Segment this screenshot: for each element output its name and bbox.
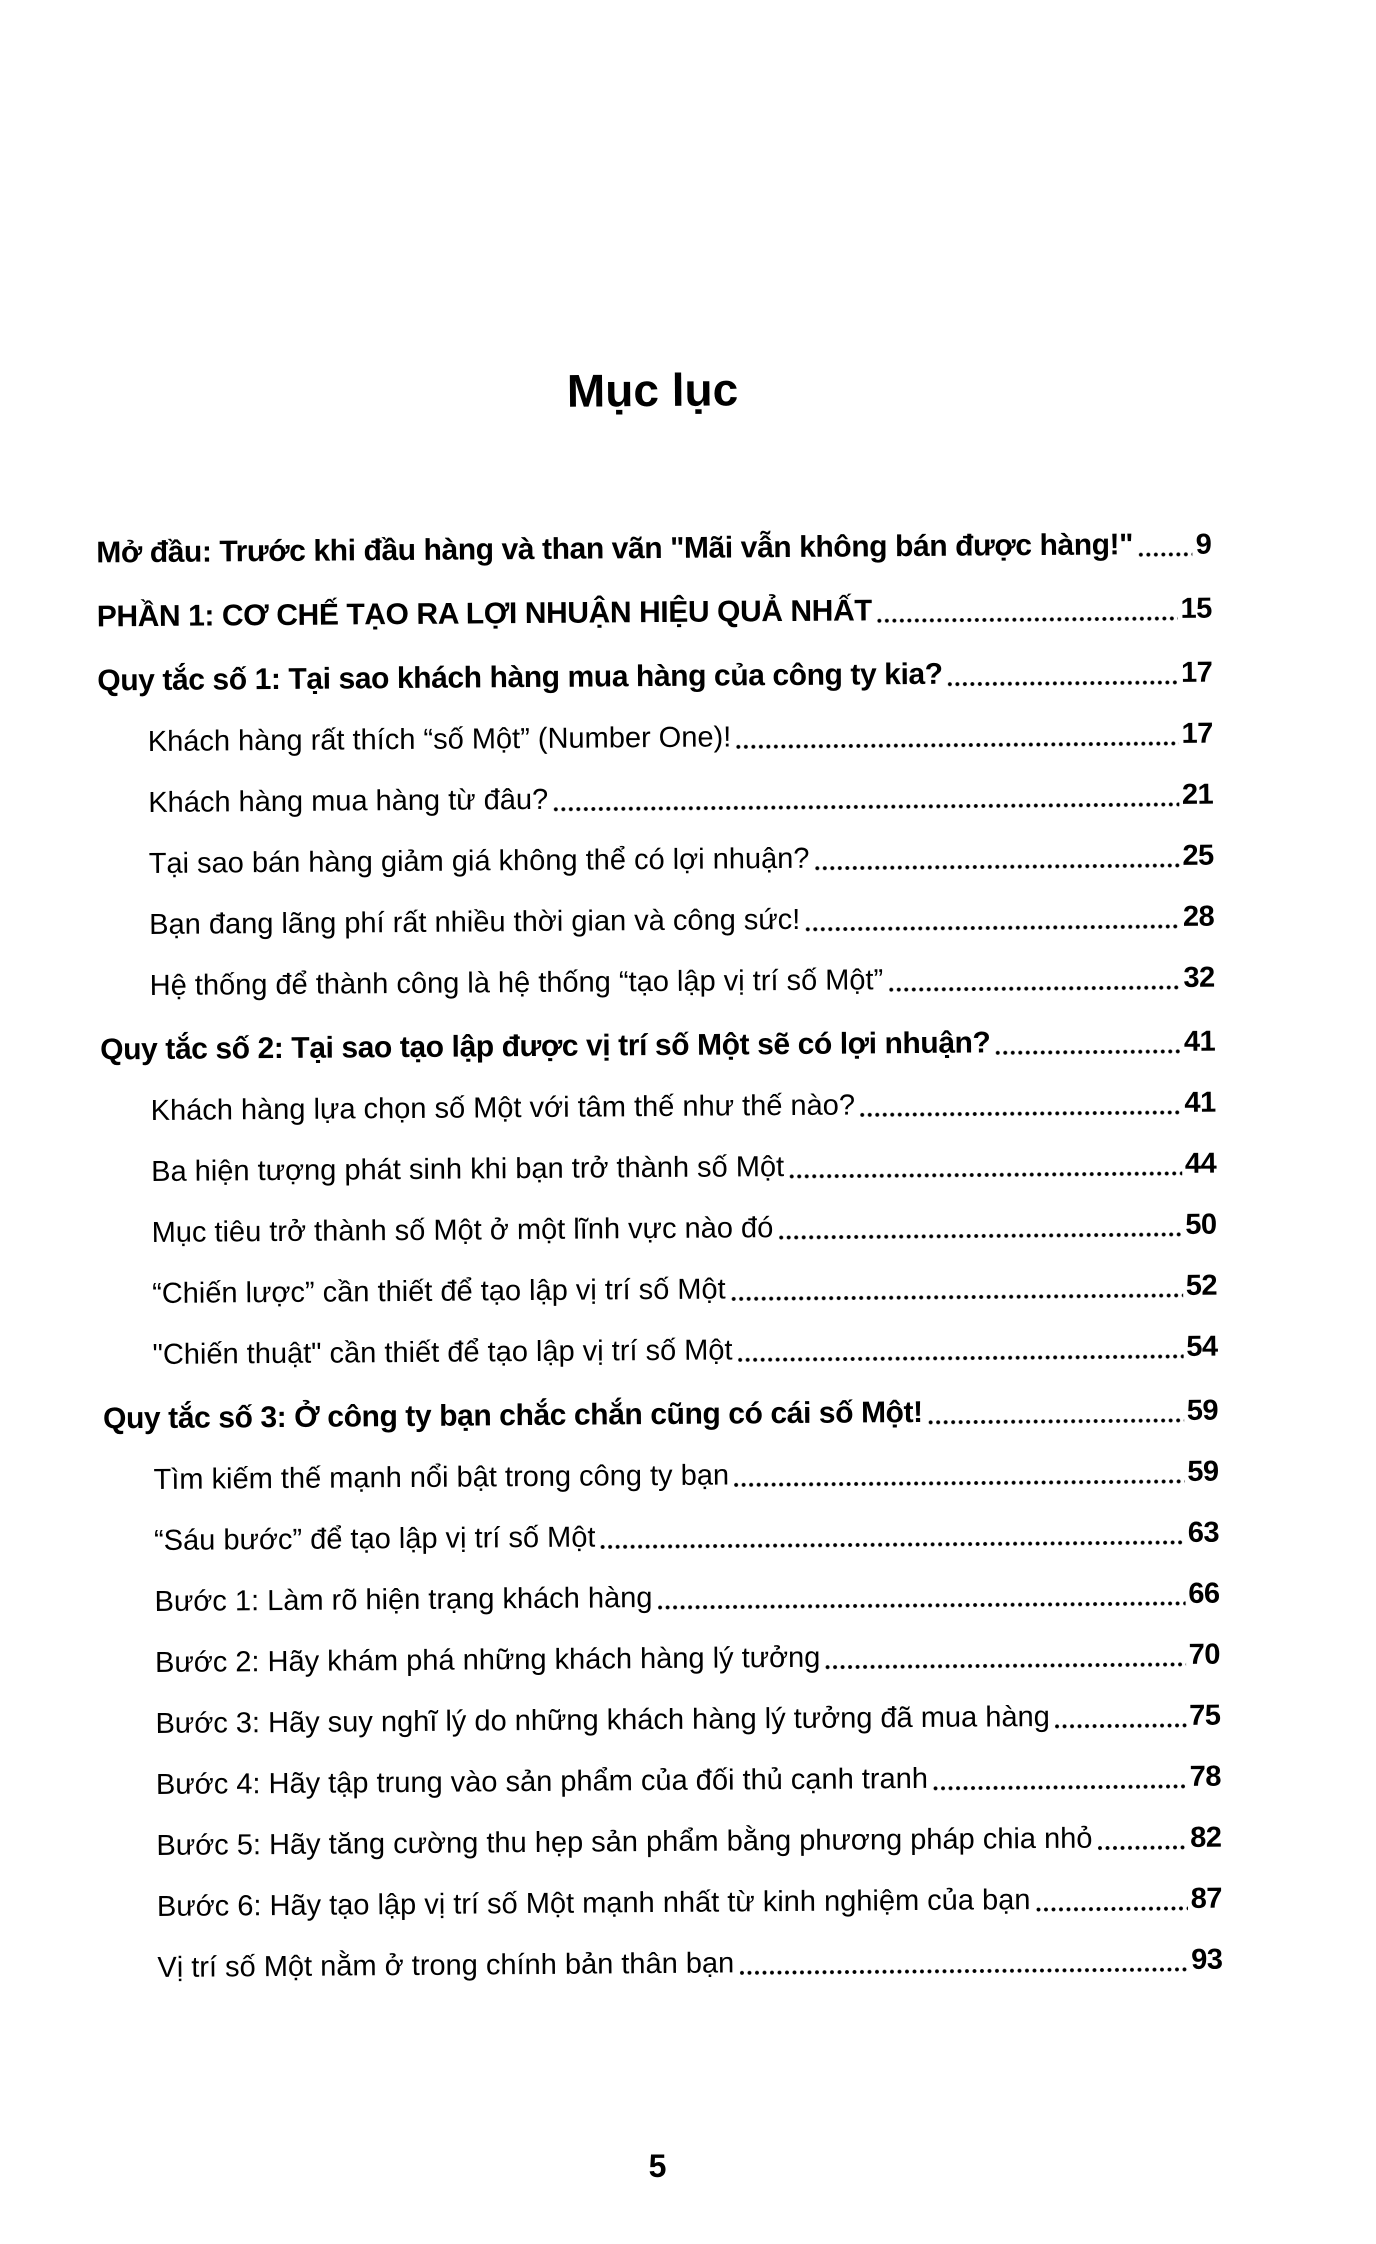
dotted-leader <box>734 1479 1184 1488</box>
toc-entry-page: 17 <box>1181 717 1213 750</box>
toc-row <box>104 1574 1219 1623</box>
toc-entry-page: 41 <box>1184 1086 1216 1119</box>
toc-entry-page: 15 <box>1180 592 1212 625</box>
dotted-leader <box>1138 552 1193 557</box>
dotted-leader <box>657 1601 1185 1610</box>
toc-entry-label: Bước 5: Hãy tăng cường thu hẹp sản phẩm bằng phương pháp chia nhỏ <box>156 1822 1093 1862</box>
toc-entry-page: 59 <box>1187 1455 1219 1488</box>
toc-entry-label: Quy tắc số 2: Tại sao tạo lập được vị trí số Một sẽ có lợi nhuận? <box>100 1026 991 1067</box>
dotted-leader <box>739 1967 1188 1976</box>
dotted-leader <box>888 985 1180 992</box>
toc-entry-page: 44 <box>1184 1147 1217 1180</box>
toc-entry-label: “Chiến lược” cần thiết để tạo lập vị trí số Một <box>152 1273 726 1310</box>
toc-entry-page: 50 <box>1185 1208 1217 1241</box>
dotted-leader <box>736 741 1178 749</box>
toc-entry-label: Quy tắc số 1: Tại sao khách hàng mua hàng của công ty kia? <box>97 657 943 698</box>
toc-row <box>107 1879 1222 1928</box>
toc-entry-label: Bạn đang lãng phí rất nhiều thời gian và công sức! <box>149 903 801 941</box>
dotted-leader <box>995 1049 1181 1055</box>
dotted-leader <box>553 802 1179 812</box>
toc-row <box>103 1391 1218 1440</box>
toc-row <box>101 1144 1216 1193</box>
dotted-leader <box>933 1784 1187 1791</box>
toc-row <box>107 1940 1222 1989</box>
page-content <box>95 361 1223 2010</box>
dotted-leader <box>877 616 1177 623</box>
toc-row <box>104 1513 1219 1562</box>
toc-entry-label: Khách hàng lựa chọn số Một với tâm thế như thế nào? <box>150 1089 856 1127</box>
toc-entry-page: 75 <box>1189 1699 1221 1732</box>
toc-entry-page: 52 <box>1185 1269 1218 1302</box>
toc-row <box>101 1083 1216 1132</box>
dotted-leader <box>789 1171 1182 1179</box>
toc-row <box>97 589 1212 638</box>
toc-row <box>97 653 1212 702</box>
dotted-leader <box>1097 1845 1187 1851</box>
toc-row <box>102 1327 1217 1376</box>
toc-row <box>105 1696 1220 1745</box>
toc-entry-label: Quy tắc số 3: Ở công ty bạn chắc chắn cũng có cái số Một! <box>102 1395 923 1436</box>
toc-entry-label: Mở đầu: Trước khi đầu hàng và than vãn "Mãi vẫn không bán được hàng!" <box>96 528 1134 570</box>
toc-row <box>100 958 1215 1007</box>
toc-entry-page: 25 <box>1182 839 1214 872</box>
toc-entry-label: Hệ thống để thành công là hệ thống “tạo lập vị trí số Một” <box>149 964 884 1002</box>
toc-entry-page: 82 <box>1190 1821 1222 1854</box>
toc-row <box>100 1022 1215 1071</box>
toc-row <box>106 1818 1221 1867</box>
dotted-leader <box>814 863 1179 871</box>
page-number: 5 <box>648 2148 667 2184</box>
toc-entry-page: 78 <box>1189 1760 1222 1793</box>
page-title: Mục lục <box>566 363 739 417</box>
toc-entry-page: 54 <box>1186 1330 1218 1363</box>
toc-entry-label: Bước 1: Làm rõ hiện trạng khách hàng <box>154 1582 653 1618</box>
dotted-leader <box>805 924 1180 932</box>
toc-entry-label: “Sáu bước” để tạo lập vị trí số Một <box>153 1521 596 1557</box>
toc-entry-page: 32 <box>1183 961 1215 994</box>
toc-entry-page: 70 <box>1188 1638 1221 1671</box>
toc-entry-label: Khách hàng mua hàng từ đâu? <box>148 783 549 819</box>
toc-entry-page: 17 <box>1180 656 1213 689</box>
dotted-leader <box>601 1540 1185 1550</box>
toc-entry-label: Bước 2: Hãy khám phá những khách hàng lý tưởng <box>154 1641 821 1679</box>
toc-entry-page: 9 <box>1195 528 1212 561</box>
toc-entry-page: 28 <box>1182 900 1215 933</box>
toc-row <box>99 897 1214 946</box>
toc-entry-label: Ba hiện tượng phát sinh khi bạn trở thành số Một <box>151 1151 785 1188</box>
toc-entry-page: 21 <box>1181 778 1214 811</box>
toc-entry-label: Tìm kiếm thế mạnh nổi bật trong công ty bạn <box>153 1459 730 1496</box>
dotted-leader <box>825 1662 1185 1670</box>
toc-entry-page: 87 <box>1190 1882 1223 1915</box>
toc-row <box>99 836 1214 885</box>
dotted-leader <box>1035 1906 1187 1912</box>
toc-row <box>103 1452 1218 1501</box>
toc-entry-label: Tại sao bán hàng giảm giá không thể có lợi nhuận? <box>148 842 810 880</box>
dotted-leader <box>731 1293 1183 1302</box>
toc-entry-label: Bước 3: Hãy suy nghĩ lý do những khách hàng lý tưởng đã mua hàng <box>155 1700 1050 1740</box>
toc-list <box>96 525 1222 1989</box>
toc-row <box>98 714 1213 763</box>
toc-entry-label: "Chiến thuật" cần thiết để tạo lập vị trí số Một <box>152 1334 733 1371</box>
toc-entry-page: 93 <box>1190 1943 1223 1976</box>
dotted-leader <box>860 1110 1181 1118</box>
dotted-leader <box>778 1232 1182 1240</box>
toc-entry-page: 59 <box>1186 1394 1219 1427</box>
toc-entry-page: 63 <box>1187 1516 1220 1549</box>
toc-entry-label: Khách hàng rất thích “số Một” (Number One)! <box>147 721 732 758</box>
toc-row <box>102 1266 1217 1315</box>
toc-entry-page: 66 <box>1188 1577 1220 1610</box>
toc-entry-label: Mục tiêu trở thành số Một ở một lĩnh vực nào đó <box>151 1212 774 1249</box>
dotted-leader <box>928 1418 1184 1425</box>
dotted-leader <box>738 1354 1184 1363</box>
toc-entry-page: 41 <box>1183 1025 1216 1058</box>
toc-row <box>106 1757 1221 1806</box>
dotted-leader <box>1055 1723 1186 1729</box>
toc-entry-label: PHẦN 1: CƠ CHẾ TẠO RA LỢI NHUẬN HIỆU QUẢ NHẤT <box>96 594 873 634</box>
toc-entry-label: Vị trí số Một nằm ở trong chính bản thân bạn <box>157 1947 735 1984</box>
toc-row <box>101 1205 1216 1254</box>
dotted-leader <box>948 680 1178 687</box>
toc-row <box>96 525 1211 574</box>
toc-entry-label: Bước 6: Hãy tạo lập vị trí số Một mạnh nhất từ kinh nghiệm của bạn <box>156 1884 1031 1923</box>
toc-entry-label: Bước 4: Hãy tập trung vào sản phẩm của đối thủ cạnh tranh <box>155 1762 929 1801</box>
toc-row <box>105 1635 1220 1684</box>
toc-row <box>98 775 1213 824</box>
